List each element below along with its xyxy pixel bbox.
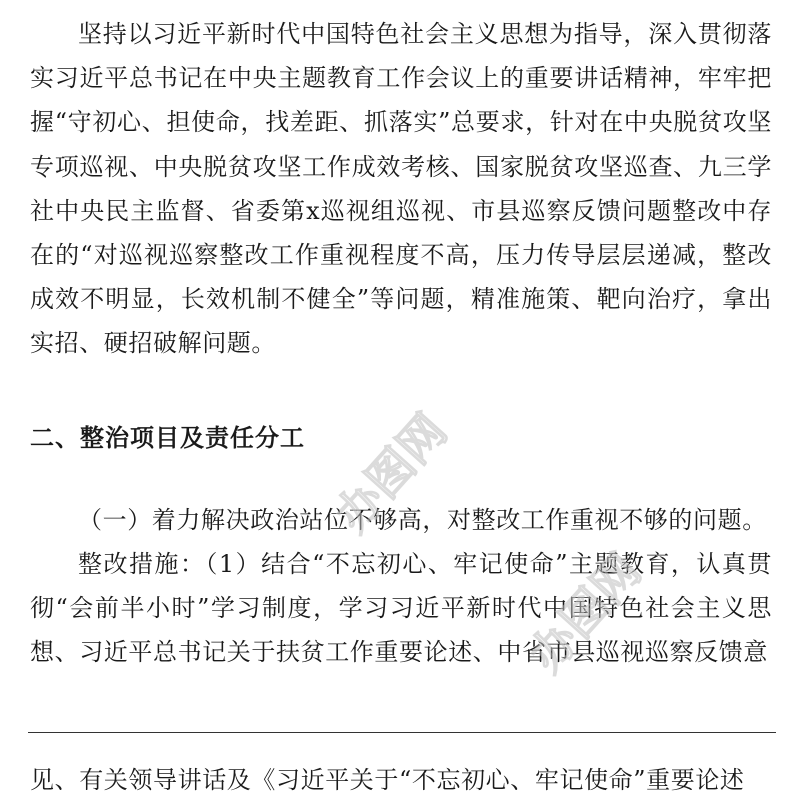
page-divider <box>28 732 776 733</box>
continuation-paragraph: 见、有关领导讲话及《习近平关于“不忘初心、牢记使命”重要论述 <box>30 766 745 794</box>
body-paragraph: 坚持以习近平新时代中国特色社会主义思想为指导，深入贯彻落实习近平总书记在中央主题教育工作会议上的重要讲话精神，牢牢把握“守初心、担使命，找差距、抓落实”总要求，针对在中央脱贫攻坚专项巡视、中央脱贫攻坚工作成效考核、国家脱贫攻坚巡查、九三学社中央民主监督、省委第x巡视组巡视、市县巡察反馈问题整改中存在的“对巡视巡察整改工作重视程度不高，压力传导层层递减，整改成效不明显，长效机制不健全”等问题，精准施策、靶向治疗，拿出实招、硬招破解问题。 <box>30 20 772 358</box>
measures-paragraph: 整改措施：（1）结合“不忘初心、牢记使命”主题教育，认真贯彻“会前半小时”学习制度，学习习近平新时代中国特色社会主义思想、习近平总书记关于扶贫工作重要论述、中省市县巡视巡察反馈意 <box>30 550 772 667</box>
watermark: 办图网 <box>324 403 458 543</box>
watermark: 办图网 <box>518 543 652 683</box>
item-paragraph: （一）着力解决政治站位不够高，对整改工作重视不够的问题。 <box>78 506 767 534</box>
section-heading: 二、整治项目及责任分工 <box>30 424 305 452</box>
